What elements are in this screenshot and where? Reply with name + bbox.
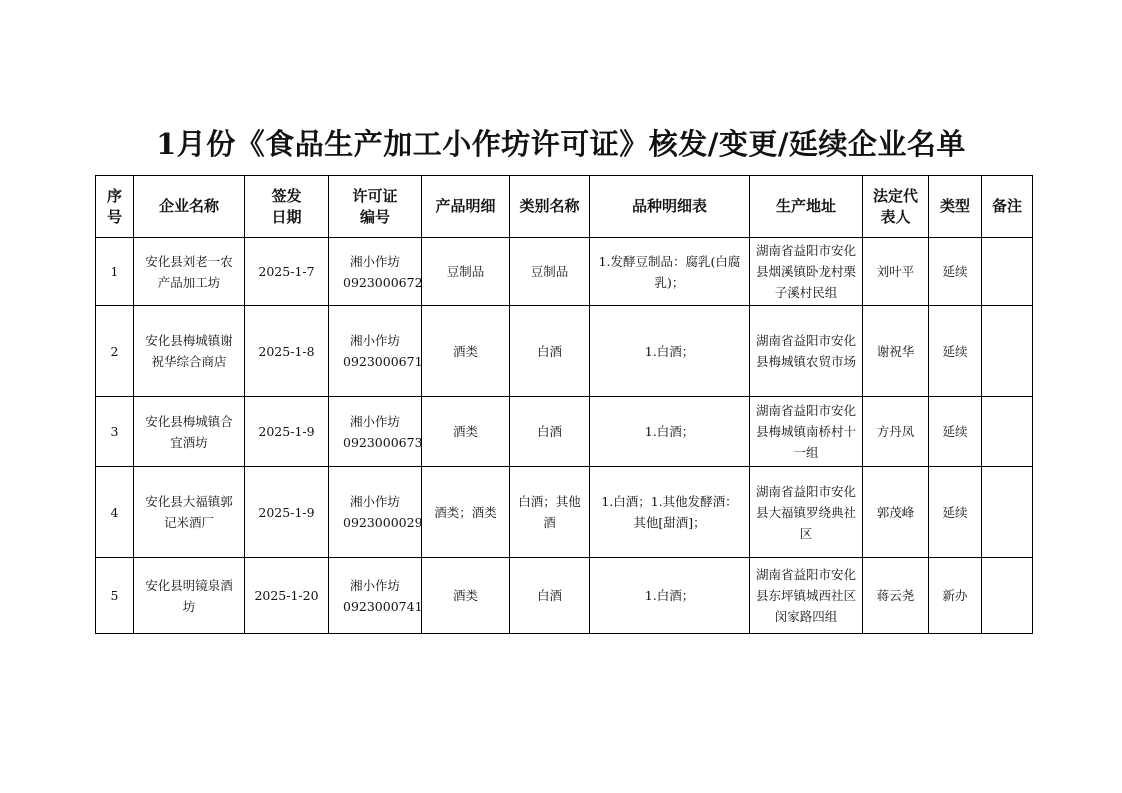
cell-type: 新办 bbox=[929, 558, 982, 634]
cell-remark bbox=[982, 558, 1033, 634]
cell-address: 湖南省益阳市安化县烟溪镇卧龙村栗子溪村民组 bbox=[750, 238, 863, 306]
cell-type: 延续 bbox=[929, 397, 982, 467]
cell-product: 酒类；酒类 bbox=[422, 467, 510, 558]
cell-type: 延续 bbox=[929, 306, 982, 397]
cell-variety: 1.发酵豆制品：腐乳(白腐乳)； bbox=[590, 238, 750, 306]
cell-rep: 谢祝华 bbox=[863, 306, 929, 397]
cell-category: 白酒；其他酒 bbox=[510, 467, 590, 558]
cell-rep: 郭茂峰 bbox=[863, 467, 929, 558]
table-header-row bbox=[96, 176, 1033, 238]
cell-address: 湖南省益阳市安化县梅城镇南桥村十一组 bbox=[750, 397, 863, 467]
cell-product: 酒类 bbox=[422, 397, 510, 467]
cell-type: 延续 bbox=[929, 467, 982, 558]
cell-no: 5 bbox=[96, 558, 134, 634]
cell-name: 安化县大福镇郭记米酒厂 bbox=[134, 467, 245, 558]
cell-license: 湘小作坊0923000673 bbox=[329, 397, 422, 467]
table-row bbox=[96, 238, 1033, 306]
cell-license: 湘小作坊0923000672 bbox=[329, 238, 422, 306]
cell-category: 豆制品 bbox=[510, 238, 590, 306]
header-address: 生产地址 bbox=[750, 176, 863, 238]
cell-name: 安化县梅城镇谢祝华综合商店 bbox=[134, 306, 245, 397]
cell-rep: 方丹凤 bbox=[863, 397, 929, 467]
cell-name: 安化县刘老一农产品加工坊 bbox=[134, 238, 245, 306]
header-category: 类别名称 bbox=[510, 176, 590, 238]
cell-date: 2025-1-8 bbox=[245, 306, 329, 397]
cell-category: 白酒 bbox=[510, 306, 590, 397]
cell-product: 酒类 bbox=[422, 558, 510, 634]
cell-product: 豆制品 bbox=[422, 238, 510, 306]
cell-remark bbox=[982, 306, 1033, 397]
cell-variety: 1.白酒； bbox=[590, 306, 750, 397]
table-row bbox=[96, 467, 1033, 558]
cell-type: 延续 bbox=[929, 238, 982, 306]
cell-license: 湘小作坊0923000671 bbox=[329, 306, 422, 397]
header-name: 企业名称 bbox=[134, 176, 245, 238]
header-type: 类型 bbox=[929, 176, 982, 238]
cell-address: 湖南省益阳市安化县梅城镇农贸市场 bbox=[750, 306, 863, 397]
header-date: 签发日期 bbox=[245, 176, 329, 238]
cell-rep: 刘叶平 bbox=[863, 238, 929, 306]
cell-address: 湖南省益阳市安化县东坪镇城西社区闵家路四组 bbox=[750, 558, 863, 634]
cell-date: 2025-1-9 bbox=[245, 397, 329, 467]
cell-variety: 1.白酒；1.其他发酵酒：其他[甜酒]； bbox=[590, 467, 750, 558]
enterprise-list-table bbox=[95, 175, 1033, 634]
cell-name: 安化县明镜泉酒坊 bbox=[134, 558, 245, 634]
cell-address: 湖南省益阳市安化县大福镇罗绕典社区 bbox=[750, 467, 863, 558]
header-rep: 法定代表人 bbox=[863, 176, 929, 238]
cell-product: 酒类 bbox=[422, 306, 510, 397]
header-no: 序号 bbox=[96, 176, 134, 238]
cell-date: 2025-1-7 bbox=[245, 238, 329, 306]
cell-variety: 1.白酒； bbox=[590, 397, 750, 467]
cell-no: 3 bbox=[96, 397, 134, 467]
cell-remark bbox=[982, 397, 1033, 467]
cell-license: 湘小作坊0923000029 bbox=[329, 467, 422, 558]
cell-license: 湘小作坊0923000741 bbox=[329, 558, 422, 634]
header-license: 许可证编号 bbox=[329, 176, 422, 238]
header-product: 产品明细 bbox=[422, 176, 510, 238]
cell-date: 2025-1-9 bbox=[245, 467, 329, 558]
cell-name: 安化县梅城镇合宜酒坊 bbox=[134, 397, 245, 467]
table-row bbox=[96, 306, 1033, 397]
cell-category: 白酒 bbox=[510, 558, 590, 634]
header-variety: 品种明细表 bbox=[590, 176, 750, 238]
header-remark: 备注 bbox=[982, 176, 1033, 238]
cell-no: 1 bbox=[96, 238, 134, 306]
cell-remark bbox=[982, 467, 1033, 558]
cell-rep: 蒋云尧 bbox=[863, 558, 929, 634]
cell-date: 2025-1-20 bbox=[245, 558, 329, 634]
cell-no: 2 bbox=[96, 306, 134, 397]
cell-remark bbox=[982, 238, 1033, 306]
cell-category: 白酒 bbox=[510, 397, 590, 467]
table-row bbox=[96, 397, 1033, 467]
cell-variety: 1.白酒； bbox=[590, 558, 750, 634]
cell-no: 4 bbox=[96, 467, 134, 558]
table-row bbox=[96, 558, 1033, 634]
page-title: 1月份《食品生产加工小作坊许可证》核发/变更/延续企业名单 bbox=[156, 127, 966, 161]
